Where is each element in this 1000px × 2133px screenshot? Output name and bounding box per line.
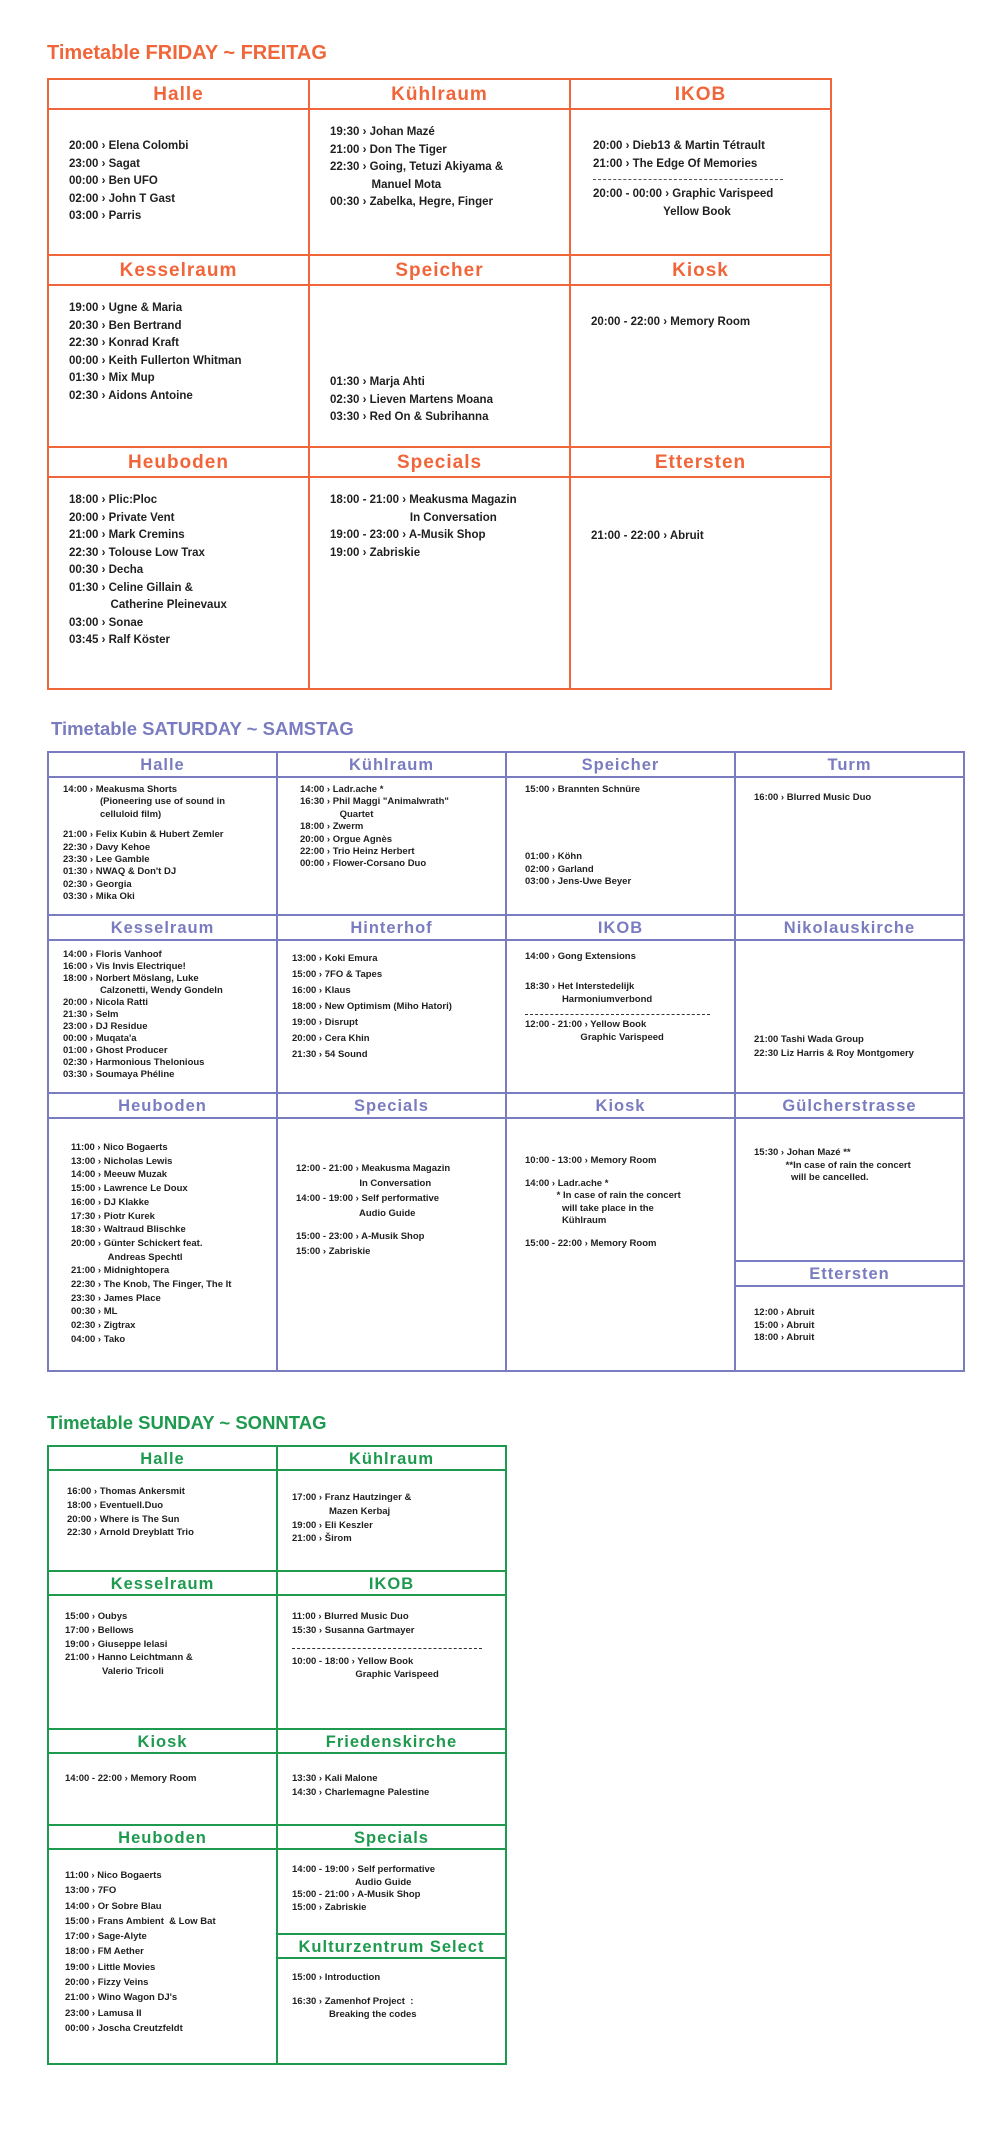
venue-schedule: 16:00 › Blurred Music Duo (754, 792, 872, 803)
venue-name: Halle (49, 1447, 276, 1471)
venue-schedule: 14:00 › Floris Vanhoof 16:00 › Vis Invis Electrique! 18:00 › Norbert Möslang, Luke Calzonetti, Wendy Gondeln 20:00 › Nicola Ratti 21:30 › Selm 23:00 › DJ Residue 00:00 › Muqata'a 01:00 › Ghost Producer 02:30 › Harmonious Thelonious 03:30 › Soumaya Phéline (63, 949, 223, 1080)
saturday-venue-kesselraum (47, 914, 278, 1094)
friday-venue-speicher (308, 254, 571, 448)
saturday-venue-halle (47, 751, 278, 916)
venue-name: IKOB (507, 916, 734, 941)
venue-schedule: 12:00 - 21:00 › Meakusma Magazin In Conversation 14:00 - 19:00 › Self performative Audio Guide 15:00 - 23:00 › A-Musik Shop 15:00 › Zabriskie (296, 1163, 451, 1257)
friday-venue-specials (308, 446, 571, 690)
venue-name: Kesselraum (49, 256, 308, 286)
venue-schedule: 11:00 › Nico Bogaerts 13:00 › Nicholas Lewis 14:00 › Meeuw Muzak 15:00 › Lawrence Le Doux 16:00 › DJ Klakke 17:30 › Piotr Kurek 18:30 › Waltraud Blischke 20:00 › Günter Schickert feat. Andreas Spechtl 21:00 › Midnightopera 22:30 › The Knob, The Finger, The It 23:30 › James Place 00:30 › ML 02:30 › Zigtrax 04:00 › Tako (71, 1142, 232, 1345)
divider (525, 1014, 710, 1015)
saturday-venue-hinterhof (276, 914, 507, 1094)
saturday-venue-kuehlraum (276, 751, 507, 916)
venue-schedule: 20:00 › Dieb13 & Martin Tétrault 21:00 › The Edge Of Memories 20:00 - 00:00 › Graphic Varispeed Yellow Book (571, 110, 830, 254)
venue-name: Halle (49, 753, 276, 778)
venue-schedule: 12:00 › Abruit 15:00 › Abruit 18:00 › Abruit (754, 1307, 815, 1343)
venue-schedule: 14:00 - 22:00 › Memory Room (65, 1773, 197, 1784)
venue-schedule: 11:00 › Nico Bogaerts 13:00 › 7FO 14:00 › Or Sobre Blau 15:00 › Frans Ambient & Low Bat 17:00 › Sage-Alyte 18:00 › FM Aether 19:00 › Little Movies 20:00 › Fizzy Veins 21:00 › Wino Wagon DJ's 23:00 › Lamusa II 00:00 › Joscha Creutzfeldt (65, 1870, 216, 2034)
venue-schedule: 18:00 - 21:00 › Meakusma Magazin In Conversation 19:00 - 23:00 › A-Musik Shop 19:00 › Zabriskie (330, 494, 517, 559)
venue-name: Ettersten (571, 448, 830, 478)
venue-name: Heuboden (49, 448, 308, 478)
venue-schedule: 14:00 - 19:00 › Self performative Audio Guide 15:00 - 21:00 › A-Musik Shop 15:00 › Zabriskie (292, 1864, 436, 1913)
venue-name: Hinterhof (278, 916, 505, 941)
venue-name: Gülcherstrasse (736, 1094, 963, 1119)
friday-venue-ikob (569, 78, 832, 256)
saturday-venue-nikolauskirche (734, 914, 965, 1094)
venue-schedule: 11:00 › Blurred Music Duo 15:30 › Susanna Gartmayer 10:00 - 18:00 › Yellow Book Graphic Varispeed (278, 1596, 505, 1728)
friday-venue-kuehlraum (308, 78, 571, 256)
venue-schedule: 14:00 › Gong Extensions 18:30 › Het Interstedelijk Harmoniumverbond 12:00 - 21:00 › Yellow Book Graphic Varispeed (507, 941, 734, 1092)
venue-schedule: 14:00 › Meakusma Shorts (Pioneering use of sound in celluloid film) 21:00 › Felix Kubin & Hubert Zemler 22:30 › Davy Kehoe 23:30 › Lee Gamble 01:30 › NWAQ & Don't DJ 02:30 › Georgia 03:30 › Mika Oki (63, 784, 226, 903)
friday-venue-halle (47, 78, 310, 256)
venue-schedule: 13:00 › Koki Emura 15:00 › 7FO & Tapes 16:00 › Klaus 18:00 › New Optimism (Miho Hatori) 19:00 › Disrupt 20:00 › Cera Khin 21:30 › 54 Sound (292, 953, 452, 1060)
saturday-venue-guelcherstrasse (734, 1092, 965, 1262)
venue-name: Kesselraum (49, 1572, 276, 1596)
venue-name: Speicher (507, 753, 734, 778)
friday-venue-kiosk (569, 254, 832, 448)
venue-schedule: 13:30 › Kali Malone 14:30 › Charlemagne Palestine (292, 1773, 430, 1798)
venue-schedule: 16:00 › Thomas Ankersmit 18:00 › Eventuell.Duo 20:00 › Where is The Sun 22:30 › Arnold Dreyblatt Trio (67, 1486, 194, 1539)
venue-schedule: 21:00 Tashi Wada Group 22:30 Liz Harris & Roy Montgomery (754, 1034, 914, 1059)
venue-name: Specials (310, 448, 569, 478)
venue-schedule: 15:00 › Introduction 16:30 › Zamenhof Project : Breaking the codes (292, 1972, 417, 2020)
venue-name: Turm (736, 753, 963, 778)
venue-schedule: 14:00 › Ladr.ache * 16:30 › Phil Maggi "Animalwrath" Quartet 18:00 › Zwerm 20:00 › Orgue Agnès 22:00 › Trio Heinz Herbert 00:00 › Flower-Corsano Duo (300, 784, 449, 870)
venue-name: Specials (278, 1826, 505, 1850)
venue-name: Kiosk (571, 256, 830, 286)
venue-schedule: 17:00 › Franz Hautzinger & Mazen Kerbaj 19:00 › Eli Keszler 21:00 › Širom (292, 1492, 412, 1545)
sunday-venue-kuehlraum (276, 1445, 507, 1572)
venue-name: Kiosk (49, 1730, 276, 1754)
saturday-venue-kiosk (505, 1092, 736, 1372)
saturday-venue-speicher (505, 751, 736, 916)
venue-schedule: 20:00 - 22:00 › Memory Room (591, 316, 751, 328)
venue-schedule: 15:30 › Johan Mazé ** **In case of rain the concert will be cancelled. (754, 1147, 911, 1183)
friday-venue-ettersten (569, 446, 832, 690)
venue-name: Halle (49, 80, 308, 110)
friday-venue-kesselraum (47, 254, 310, 448)
sunday-venue-kiosk (47, 1728, 278, 1826)
venue-name: Specials (278, 1094, 505, 1119)
sunday-title: Timetable SUNDAY ~ SONNTAG (47, 1412, 327, 1433)
saturday-venue-ettersten (734, 1260, 965, 1372)
venue-schedule: 19:30 › Johan Mazé 21:00 › Don The Tiger 22:30 › Going, Tetuzi Akiyama & Manuel Mota 00:30 › Zabelka, Hegre, Finger (330, 126, 504, 208)
venue-schedule: 21:00 - 22:00 › Abruit (591, 530, 704, 542)
venue-name: IKOB (278, 1572, 505, 1596)
venue-name: Kulturzentrum Select (278, 1935, 505, 1959)
venue-schedule: 20:00 › Elena Colombi 23:00 › Sagat 00:00 › Ben UFO 02:00 › John T Gast 03:00 › Parris (69, 140, 189, 222)
saturday-venue-heuboden (47, 1092, 278, 1372)
venue-name: Heuboden (49, 1094, 276, 1119)
sunday-venue-kesselraum (47, 1570, 278, 1730)
saturday-venue-ikob (505, 914, 736, 1094)
venue-schedule: 10:00 - 13:00 › Memory Room 14:00 › Ladr.ache * * In case of rain the concert will take place in the Kühlraum 15:00 - 22:00 › Memory Room (525, 1155, 681, 1249)
sunday-venue-heuboden (47, 1824, 278, 2065)
venue-name: Ettersten (736, 1262, 963, 1287)
venue-name: Kühlraum (278, 753, 505, 778)
venue-name: Speicher (310, 256, 569, 286)
venue-schedule: 01:30 › Marja Ahti 02:30 › Lieven Martens Moana 03:30 › Red On & Subrihanna (330, 376, 493, 423)
sunday-venue-friedenskirche (276, 1728, 507, 1826)
venue-name: Nikolauskirche (736, 916, 963, 941)
venue-name: Heuboden (49, 1826, 276, 1850)
venue-name: Kühlraum (310, 80, 569, 110)
sunday-venue-specials (276, 1824, 507, 1935)
sunday-venue-kulturzentrum-select (276, 1933, 507, 2065)
venue-name: Kesselraum (49, 916, 276, 941)
venue-name: Kühlraum (278, 1447, 505, 1471)
divider (292, 1648, 482, 1649)
venue-schedule: 18:00 › Plic:Ploc 20:00 › Private Vent 21:00 › Mark Cremins 22:30 › Tolouse Low Trax 00:30 › Decha 01:30 › Celine Gillain & Catherine Pleinevaux 03:00 › Sonae 03:45 › Ralf Köster (69, 494, 227, 646)
saturday-venue-specials (276, 1092, 507, 1372)
friday-title: Timetable FRIDAY ~ FREITAG (47, 42, 327, 64)
venue-name: Friedenskirche (278, 1730, 505, 1754)
saturday-venue-turm (734, 751, 965, 916)
venue-schedule: 19:00 › Ugne & Maria 20:30 › Ben Bertrand 22:30 › Konrad Kraft 00:00 › Keith Fullerton Whitman 01:30 › Mix Mup 02:30 › Aidons Antoine (69, 302, 242, 402)
venue-schedule: 15:00 › Brannten Schnüre 01:00 › Köhn 02:00 › Garland 03:00 › Jens-Uwe Beyer (525, 784, 641, 888)
saturday-title: Timetable SATURDAY ~ SAMSTAG (51, 718, 354, 739)
sunday-venue-ikob (276, 1570, 507, 1730)
venue-name: Kiosk (507, 1094, 734, 1119)
friday-venue-heuboden (47, 446, 310, 690)
venue-name: IKOB (571, 80, 830, 110)
venue-schedule: 15:00 › Oubys 17:00 › Bellows 19:00 › Giuseppe Ielasi 21:00 › Hanno Leichtmann & Valerio Tricoli (65, 1611, 193, 1678)
sunday-venue-halle (47, 1445, 278, 1572)
divider (593, 179, 783, 180)
